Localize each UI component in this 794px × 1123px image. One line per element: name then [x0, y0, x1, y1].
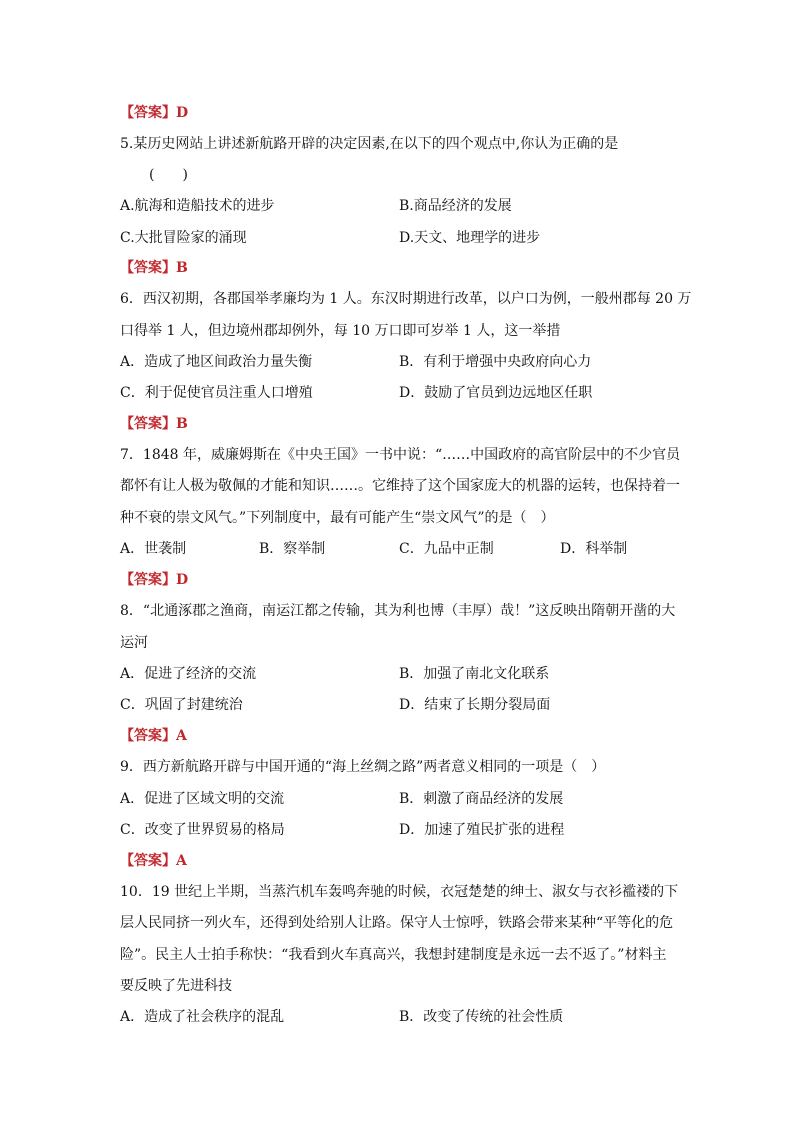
answer-value: D [176, 105, 189, 121]
option-b-q7: B．察举制 [259, 541, 326, 557]
answer-label: 【答案】 [120, 572, 176, 588]
answer-line-q9 [120, 852, 187, 870]
option-b-q8: B．加强了南北文化联系 [399, 666, 550, 682]
option-d-q7: D．科举制 [560, 541, 628, 557]
option-b-q6: B．有利于增强中央政府向心力 [399, 354, 592, 370]
answer-line-q4 [120, 104, 188, 122]
option-c-q6: C．利于促使官员注重人口增殖 [120, 385, 313, 401]
question-stem-q10-line2: 层人民同挤一列火车，还得到处给别人让路。保守人士惊呼，铁路会带来某种“平等化的危 [120, 915, 674, 931]
answer-line-q5 [120, 259, 188, 277]
option-b-q9: B．刺激了商品经济的发展 [399, 791, 564, 807]
answer-blank-q5: ( ) [149, 167, 188, 183]
answer-value: B [176, 416, 188, 432]
answer-line-q8 [120, 727, 187, 745]
answer-line-q6 [120, 415, 188, 433]
option-d-q9: D．加速了殖民扩张的进程 [399, 822, 565, 838]
answer-label: 【答案】 [120, 105, 176, 121]
answer-label: 【答案】 [120, 416, 176, 432]
option-a-q8: A．促进了经济的交流 [120, 666, 257, 682]
question-stem-q9: 9．西方新航路开辟与中国开通的“海上丝绸之路”两者意义相同的一项是（ ） [120, 759, 606, 775]
option-c-q8: C．巩固了封建统治 [120, 697, 243, 713]
question-stem-q6-line1: 6．西汉初期，各郡国举孝廉均为 1 人。东汉时期进行改革，以户口为例，一般州郡每 20 万 [120, 291, 692, 307]
answer-label: 【答案】 [120, 728, 176, 744]
question-stem-q7-line1: 7．1848 年，威廉姆斯在《中央王国》一书中说：“……中国政府的高官阶层中的不少官员 [120, 447, 681, 463]
question-stem-q10-line3: 险”。民主人士拍手称快：“我看到火车真高兴，我想封建制度是永远一去不返了。”材料主 [120, 947, 667, 963]
question-stem-q7-line2: 都怀有让人极为敬佩的才能和知识……。它维持了这个国家庞大的机器的运转，也保持着一 [120, 478, 680, 494]
question-stem-q6-line2: 口得举 1 人，但边境州郡却例外，每 10 万口即可岁举 1 人，这一举措 [120, 323, 561, 339]
option-a-q5: A.航海和造船技术的进步 [120, 198, 275, 214]
question-stem-q5: 5.某历史网站上讲述新航路开辟的决定因素,在以下的四个观点中,你认为正确的是 [120, 136, 619, 152]
option-c-q5: C.大批冒险家的涌现 [120, 230, 247, 246]
question-stem-q10-line1: 10．19 世纪上半期，当蒸汽机车轰鸣奔驰的时候，衣冠楚楚的绅士、淑女与衣衫褴褛的下 [120, 884, 679, 900]
answer-value: D [176, 572, 189, 588]
option-d-q5: D.天文、地理学的进步 [399, 230, 541, 246]
answer-label: 【答案】 [120, 260, 176, 276]
answer-value: B [176, 260, 188, 276]
option-a-q6: A．造成了地区间政治力量失衡 [120, 354, 313, 370]
option-d-q6: D．鼓励了官员到边远地区任职 [399, 385, 593, 401]
answer-line-q7 [120, 571, 188, 589]
option-a-q7: A．世袭制 [120, 541, 187, 557]
option-a-q10: A．造成了社会秩序的混乱 [120, 1009, 285, 1025]
question-stem-q8-line1: 8．“北通涿郡之渔商，南运江都之传输，其为利也博（丰厚）哉！”这反映出隋朝开凿的大 [120, 603, 676, 619]
option-c-q9: C．改变了世界贸易的格局 [120, 822, 285, 838]
option-b-q5: B.商品经济的发展 [399, 198, 512, 214]
option-a-q9: A．促进了区域文明的交流 [120, 791, 285, 807]
question-stem-q10-line4: 要反映了先进科技 [120, 978, 232, 994]
answer-value: A [176, 728, 187, 744]
question-stem-q8-line2: 运河 [120, 635, 148, 651]
option-b-q10: B．改变了传统的社会性质 [399, 1009, 564, 1025]
option-d-q8: D．结束了长期分裂局面 [399, 697, 551, 713]
answer-value: A [176, 853, 187, 869]
answer-label: 【答案】 [120, 853, 176, 869]
option-c-q7: C．九品中正制 [399, 541, 494, 557]
question-stem-q7-line3: 种不衰的崇文风气。”下列制度中，最有可能产生“崇文风气”的是（ ） [120, 510, 555, 526]
